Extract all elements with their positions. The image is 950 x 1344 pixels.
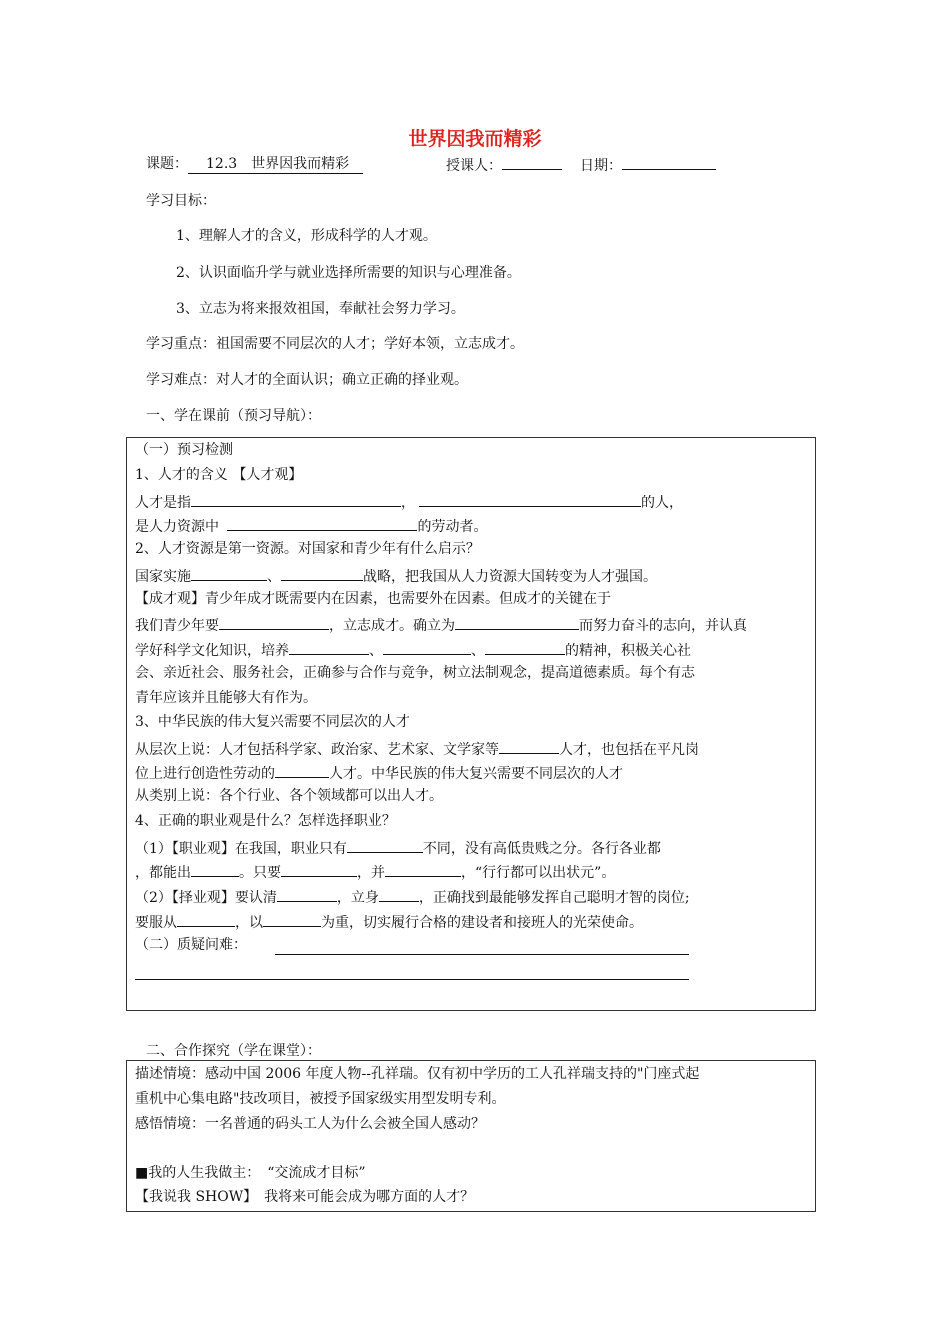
q2-line6: 青年应该并且能够大有作为。 bbox=[135, 690, 317, 706]
answer-blank bbox=[191, 490, 401, 507]
answer-blank bbox=[485, 638, 565, 655]
question-area bbox=[135, 935, 247, 955]
topic-label: 课题： bbox=[146, 156, 188, 172]
answer-blank bbox=[275, 761, 329, 778]
teacher-label: 授课人： bbox=[446, 158, 502, 174]
answer-blank bbox=[263, 910, 321, 927]
q3-title: 3、中华民族的伟大复兴需要不同层次的人才 bbox=[135, 714, 410, 730]
lesson-header bbox=[146, 153, 363, 174]
answer-blank bbox=[385, 860, 461, 877]
answer-blank bbox=[379, 885, 419, 902]
date-blank bbox=[622, 153, 716, 170]
objective-item: 1、理解人才的含义，形成科学的人才观。 bbox=[176, 228, 437, 244]
q1-line1: 人才是指 ， 的人， bbox=[135, 490, 683, 513]
my-life-line: ■我的人生我做主： “交流成才目标” bbox=[135, 1165, 366, 1181]
answer-blank bbox=[281, 860, 357, 877]
q1-title: 1、人才的含义 【人才观】 bbox=[135, 467, 303, 483]
date-label: 日期： bbox=[580, 158, 622, 174]
preview-check-heading: （一）预习检测 bbox=[135, 442, 233, 458]
answer-line bbox=[275, 954, 689, 955]
q3-line2: 位上进行创造性劳动的 人才。中华民族的伟大复兴需要不同层次的人才 bbox=[135, 761, 623, 784]
question-label: （二）质疑问难： bbox=[135, 937, 247, 953]
q2-line5: 会、亲近社会、服务社会，正确参与合作与竞争，树立法制观念，提高道德素质。每个有志 bbox=[135, 665, 695, 681]
show-line: 【我说我 SHOW】 我将来可能会成为哪方面的人才？ bbox=[135, 1189, 475, 1205]
topic-value: 12.3 世界因我而精彩 bbox=[188, 153, 363, 174]
scenario-line2: 重机中心集电路"技改项目，被授予国家级实用型发明专利。 bbox=[135, 1091, 506, 1107]
q1-line2: 是人力资源中 的劳动者。 bbox=[135, 514, 487, 537]
section2-heading: 二、合作探究（学在课堂）： bbox=[146, 1043, 321, 1059]
answer-blank bbox=[347, 836, 423, 853]
answer-blank bbox=[277, 885, 337, 902]
page-title: 世界因我而精彩 bbox=[408, 128, 542, 150]
q4-title: 4、正确的职业观是什么？怎样选择职业？ bbox=[135, 813, 396, 829]
square-bullet-icon: ■ bbox=[135, 1165, 149, 1181]
teacher-field bbox=[446, 153, 562, 175]
q4-line2: ，都能出 。只要 ，并 ，“行行都可以出状元”。 bbox=[135, 860, 615, 883]
objectives-heading: 学习目标： bbox=[146, 193, 216, 209]
q2-line3: 我们青少年要 ，立志成才。确立为 而努力奋斗的志向，并认真 bbox=[135, 613, 747, 636]
objective-item: 2、认识面临升学与就业选择所需要的知识与心理准备。 bbox=[176, 265, 521, 281]
q4-line1: （1）【职业观】在我国，职业只有 不同，没有高低贵贱之分。各行各业都 bbox=[135, 836, 661, 859]
answer-blank bbox=[219, 613, 329, 630]
q2-line2: 【成才观】青少年成才既需要内在因素，也需要外在因素。但成才的关键在于 bbox=[135, 591, 611, 607]
q2-line4: 学好科学文化知识，培养 、 、 的精神，积极关心社 bbox=[135, 638, 691, 661]
key-point: 学习重点：祖国需要不同层次的人才；学好本领，立志成才。 bbox=[146, 336, 524, 352]
preview-box bbox=[126, 437, 816, 1011]
section1-heading: 一、学在课前（预习导航）： bbox=[146, 408, 321, 424]
q2-line1: 国家实施 、 战略，把我国从人力资源大国转变为人才强国。 bbox=[135, 564, 657, 587]
answer-blank bbox=[289, 638, 369, 655]
q3-line3: 从类别上说：各个行业、各个领域都可以出人才。 bbox=[135, 788, 443, 804]
teacher-blank bbox=[502, 153, 562, 170]
answer-blank bbox=[191, 860, 239, 877]
answer-blank bbox=[177, 910, 235, 927]
answer-blank bbox=[499, 737, 559, 754]
q4-line4: 要服从 ，以 为重，切实履行合格的建设者和接班人的光荣使命。 bbox=[135, 910, 643, 933]
answer-blank bbox=[419, 490, 641, 507]
reflection-question: 感悟情境：一名普通的码头工人为什么会被全国人感动？ bbox=[135, 1116, 485, 1132]
objective-item: 3、立志为将来报效祖国，奉献社会努力学习。 bbox=[176, 301, 465, 317]
q3-line1: 从层次上说：人才包括科学家、政治家、艺术家、文学家等 人才，也包括在平凡岗 bbox=[135, 737, 699, 760]
answer-blank bbox=[227, 514, 417, 531]
answer-line bbox=[135, 979, 689, 980]
answer-blank bbox=[191, 564, 267, 581]
answer-blank bbox=[455, 613, 579, 630]
q4-line3: （2）【择业观】要认清 ，立身 ，正确找到最能够发挥自己聪明才智的岗位; bbox=[135, 885, 690, 908]
difficulty-point: 学习难点：对人才的全面认识；确立正确的择业观。 bbox=[146, 372, 468, 388]
date-field bbox=[580, 153, 716, 175]
answer-blank bbox=[383, 638, 471, 655]
scenario-line1: 描述情境：感动中国 2006 年度人物--孔祥瑞。仅有初中学历的工人孔祥瑞支持的"门座式起 bbox=[135, 1066, 700, 1082]
explore-box bbox=[126, 1060, 816, 1212]
q2-title: 2、人才资源是第一资源。对国家和青少年有什么启示？ bbox=[135, 541, 480, 557]
answer-blank bbox=[281, 564, 363, 581]
